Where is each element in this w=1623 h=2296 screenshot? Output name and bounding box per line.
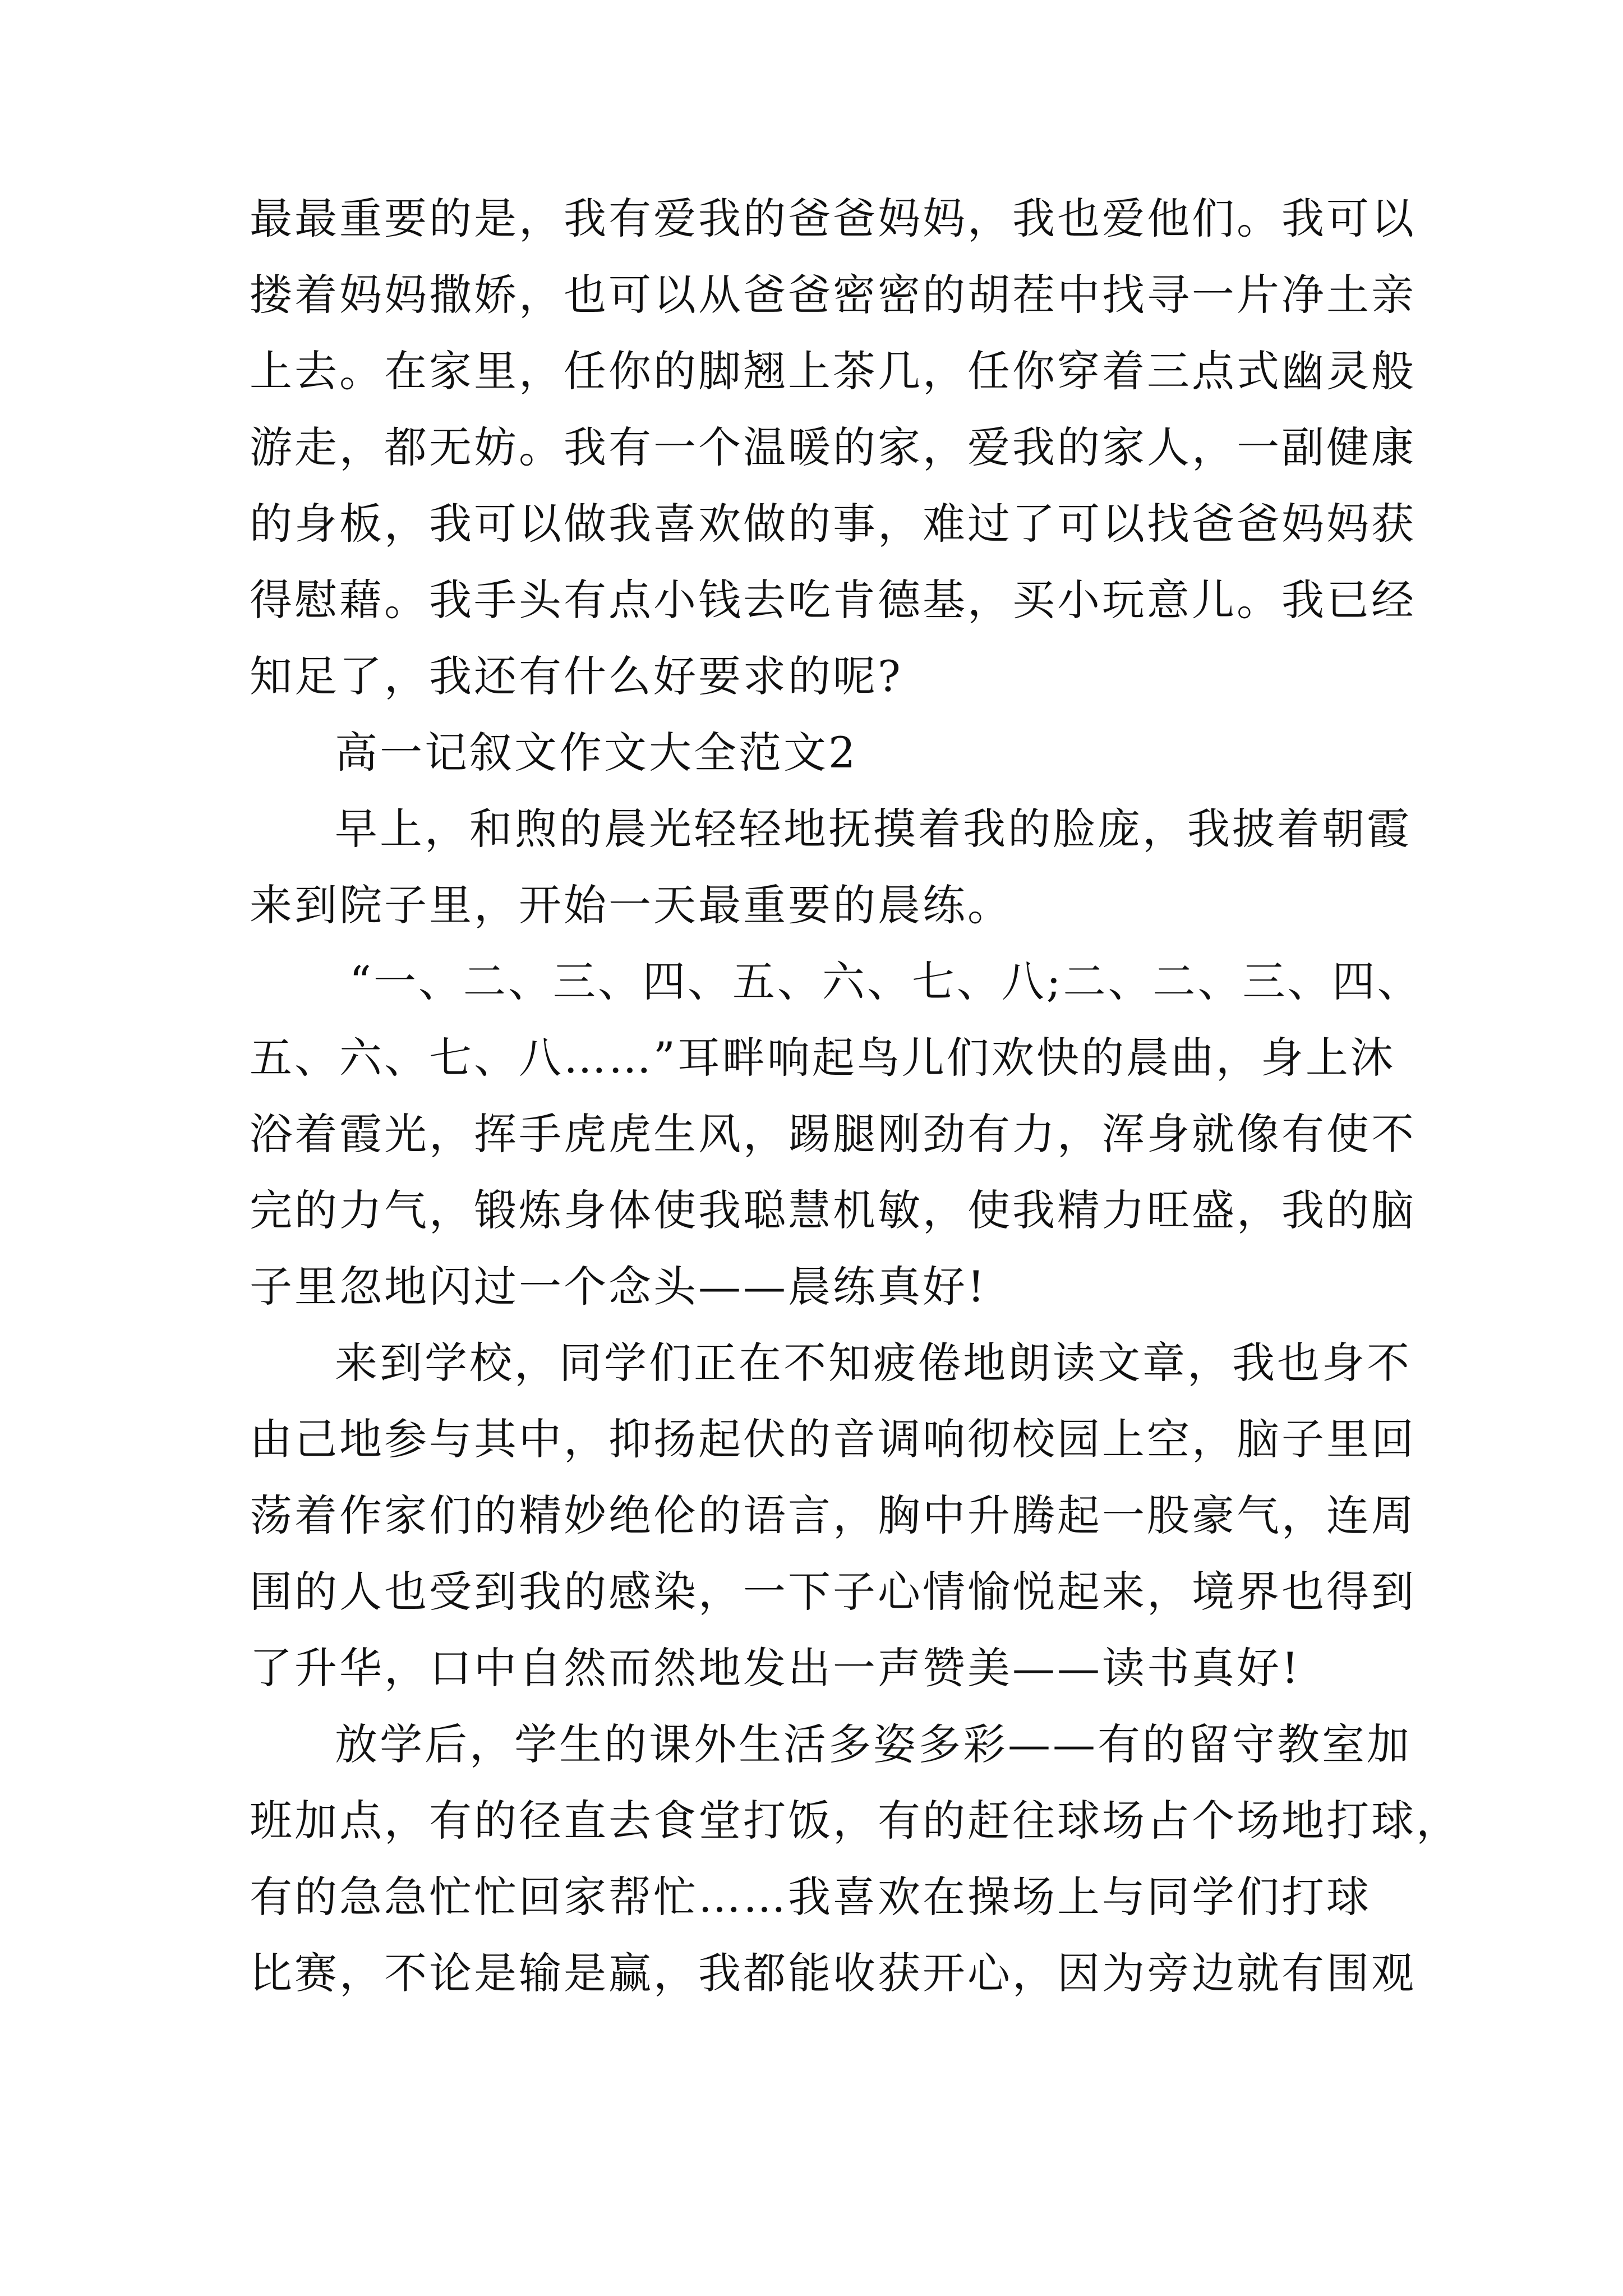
text-line: 游走，都无妨。我有一个温暖的家，爱我的家人，一副健康 bbox=[250, 422, 1416, 472]
text-line: 荡着作家们的精妙绝伦的语言，胸中升腾起一股豪气，连周 bbox=[250, 1490, 1416, 1540]
paragraph-start: 来到学校，同学们正在不知疲倦地朗读文章，我也身不 bbox=[335, 1338, 1412, 1388]
text-line: 比赛，不论是输是赢，我都能收获开心，因为旁边就有围观 bbox=[250, 1948, 1416, 1998]
text-line: 五、六、七、八……”耳畔响起鸟儿们欢快的晨曲，身上沐 bbox=[250, 1033, 1395, 1083]
text-line: 最最重要的是，我有爱我的爸爸妈妈，我也爱他们。我可以 bbox=[250, 194, 1416, 243]
text-line: 来到院子里，开始一天最重要的晨练。 bbox=[250, 880, 1012, 930]
text-line: 子里忽地闪过一个念头——晨练真好! bbox=[250, 1262, 987, 1312]
paragraph-start: “一、二、三、四、五、六、七、八;二、二、三、四、 bbox=[349, 956, 1422, 1006]
text-line: 知足了，我还有什么好要求的呢? bbox=[250, 651, 903, 701]
text-line: 围的人也受到我的感染，一下子心情愉悦起来，境界也得到 bbox=[250, 1567, 1416, 1617]
text-line: 搂着妈妈撒娇，也可以从爸爸密密的胡茬中找寻一片净土亲 bbox=[250, 270, 1416, 320]
section-heading: 高一记叙文作文大全范文2 bbox=[335, 728, 858, 777]
paragraph-start: 早上，和煦的晨光轻轻地抚摸着我的脸庞，我披着朝霞 bbox=[335, 804, 1412, 854]
text-line: 班加点，有的径直去食堂打饭，有的赶往球场占个场地打球， bbox=[250, 1796, 1461, 1846]
text-line: 有的急急忙忙回家帮忙……我喜欢在操场上与同学们打球 bbox=[250, 1872, 1371, 1922]
text-line: 由己地参与其中，抑扬起伏的音调响彻校园上空，脑子里回 bbox=[250, 1414, 1416, 1464]
text-line: 完的力气，锻炼身体使我聪慧机敏，使我精力旺盛，我的脑 bbox=[250, 1185, 1416, 1235]
body-text bbox=[250, 181, 1461, 2012]
text-line: 浴着霞光，挥手虎虎生风，踢腿刚劲有力，浑身就像有使不 bbox=[250, 1109, 1416, 1159]
text-line: 的身板，我可以做我喜欢做的事，难过了可以找爸爸妈妈获 bbox=[250, 499, 1416, 549]
text-line: 了升华，口中自然而然地发出一声赞美——读书真好! bbox=[250, 1643, 1301, 1693]
paragraph-start: 放学后，学生的课外生活多姿多彩——有的留守教室加 bbox=[335, 1719, 1412, 1769]
text-line: 上去。在家里，任你的脚翘上茶几，任你穿着三点式幽灵般 bbox=[250, 346, 1416, 396]
text-line: 得慰藉。我手头有点小钱去吃肯德基，买小玩意儿。我已经 bbox=[250, 575, 1416, 625]
